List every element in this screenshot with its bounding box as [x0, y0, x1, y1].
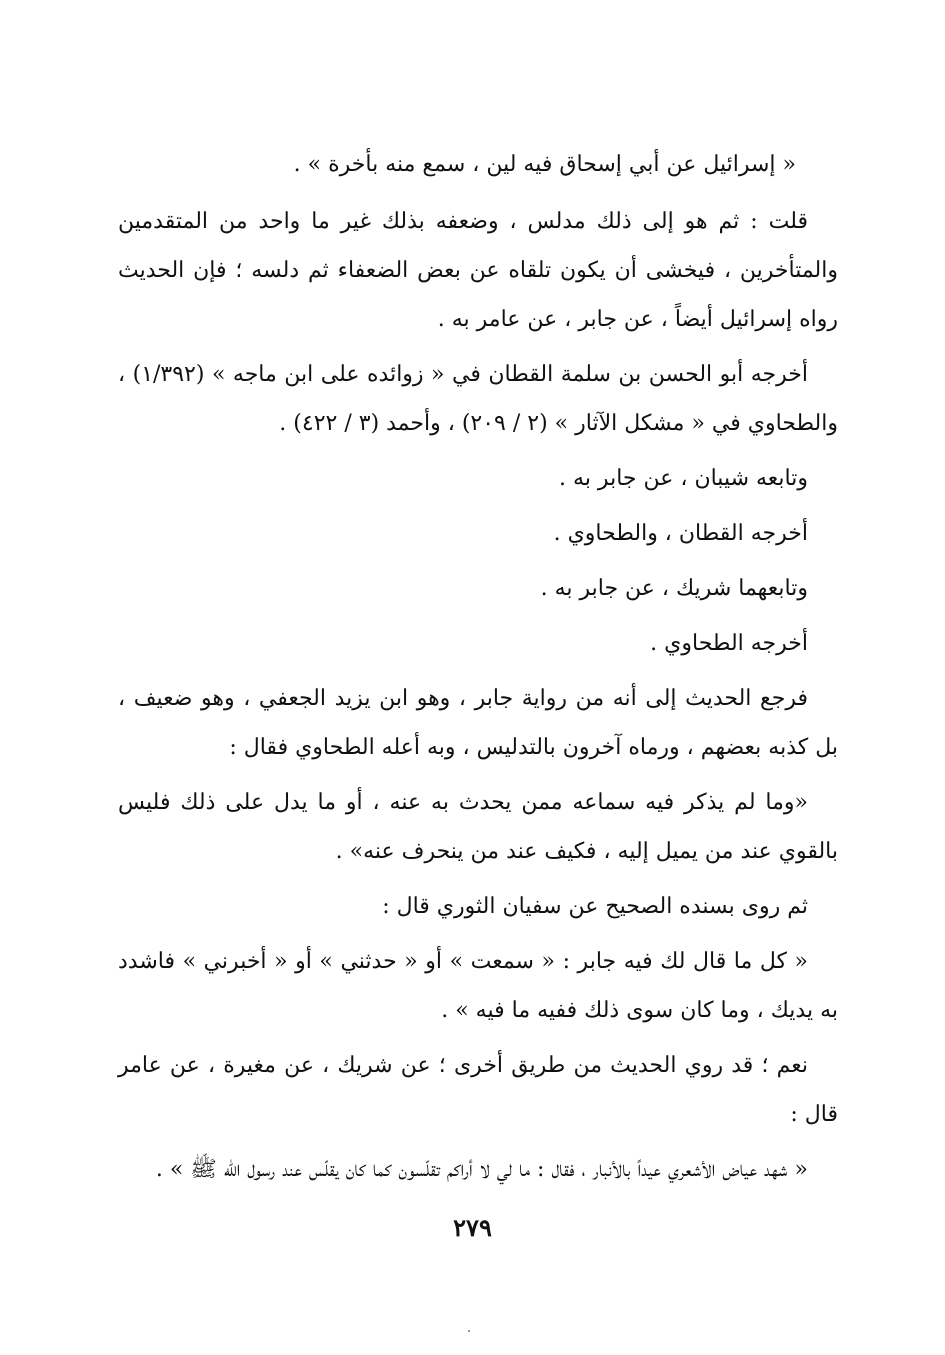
paragraph-12: نعم ؛ قد روي الحديث من طريق أخرى ؛ عن شريك ، عن مغيرة ، عن عامر قال :	[118, 1053, 838, 1127]
paragraph-6: وتابعهما شريك ، عن جابر به .	[540, 576, 808, 601]
paragraph-3: أخرجه أبو الحسن بن سلمة القطان في « زوائده على ابن ماجه » (١/٣٩٢) ، والطحاوي في « مشكل الآثار » (٢ / ٢٠٩) ، وأحمد (٣ / ٤٢٢) .	[118, 362, 838, 436]
paragraph-11: « كل ما قال لك فيه جابر : « سمعت » أو « حدثني » أو « أخبرني » فاشدد به يديك ، وما كان سوى ذلك ففيه ما فيه » .	[118, 949, 838, 1023]
paragraph-2: قلت : ثم هو إلى ذلك مدلس ، وضعفه بذلك غير ما واحد من المتقدمين والمتأخرين ، فيخشى أن يكون تلقاه عن بعض الضعفاء ثم دلسه ؛ فإن الحديث رواه إسرائيل أيضاً ، عن جابر ، عن عامر به .	[118, 209, 838, 332]
page-number: ٢٧٩	[453, 1213, 492, 1242]
paragraph-4: وتابعه شيبان ، عن جابر به .	[559, 466, 808, 491]
paragraph-8: فرجع الحديث إلى أنه من رواية جابر ، وهو ابن يزيد الجعفي ، وهو ضعيف ، بل كذبه بعضهم ، ورماه آخرون بالتدليس ، وبه أعله الطحاوي فقال :	[118, 686, 838, 760]
paragraph-5: أخرجه القطان ، والطحاوي .	[553, 521, 808, 546]
scan-speck	[468, 1330, 470, 1332]
paragraph-7: أخرجه الطحاوي .	[650, 631, 808, 656]
paragraph-13: « شهد عياض الأشعري عيداً بالأنبار ، فقال : ما لي لا أراكم تقلّسون كما كان يقلّس عند رسول الله ﷺ » .	[155, 1157, 808, 1182]
paragraph-9: «وما لم يذكر فيه سماعه ممن يحدث به عنه ، أو ما يدل على ذلك فليس بالقوي عند من يميل إليه ، فكيف عند من ينحرف عنه» .	[118, 790, 838, 864]
paragraph-10: ثم روى بسنده الصحيح عن سفيان الثوري قال :	[382, 894, 808, 919]
paragraph-1: « إسرائيل عن أبي إسحاق فيه لين ، سمع منه بأخرة » .	[293, 152, 796, 177]
main-text	[118, 140, 838, 1200]
